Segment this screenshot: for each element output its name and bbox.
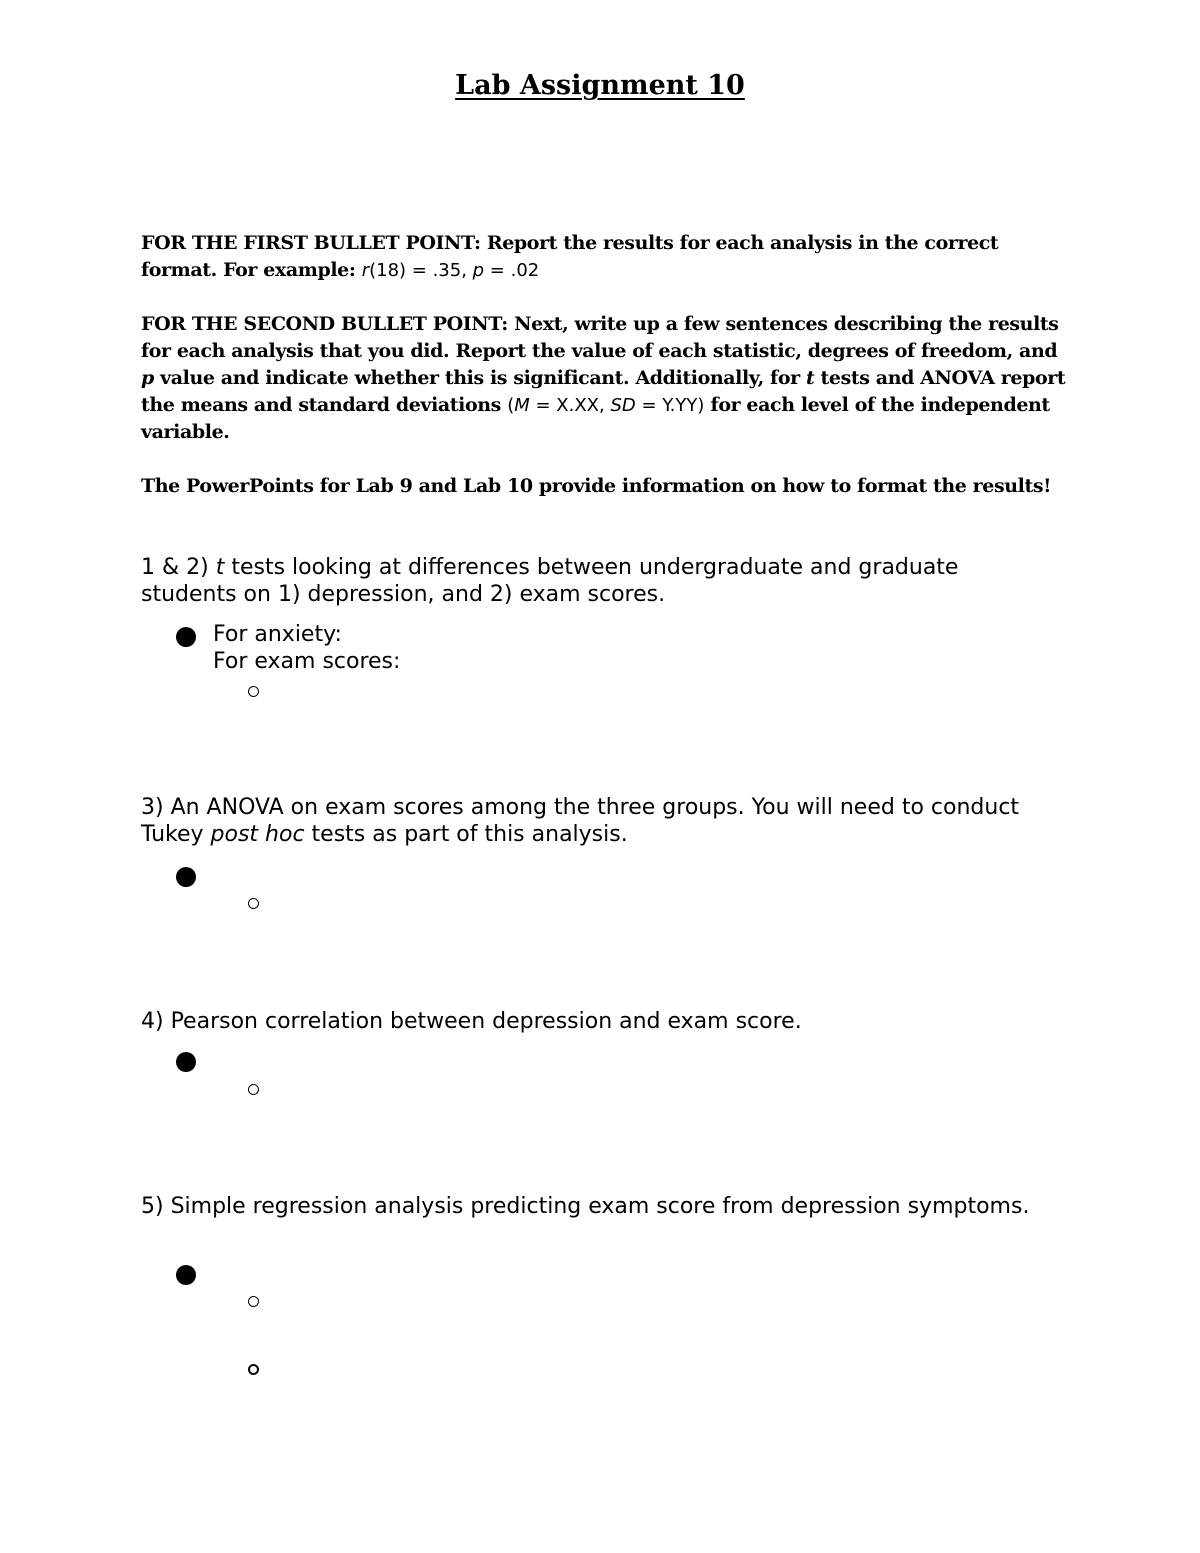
m-value: = X.XX, [529, 395, 611, 416]
powerpoint-note: The PowerPoints for Lab 9 and Lab 10 provide information on how to format the results! [141, 475, 1052, 497]
second-instruction-part2: value and indicate whether this is significant. Additionally, for [153, 367, 806, 389]
second-instruction-part3: tests and ANOVA report the means and standard deviations [141, 367, 1066, 416]
sd-symbol: SD [610, 395, 636, 416]
question-3-italic: post hoc [210, 822, 305, 847]
example-p: p [472, 260, 485, 281]
example-p-value: = .02 [484, 260, 540, 281]
sd-value: = Y.YY) [635, 395, 705, 416]
example-df: (18) = .35, [369, 260, 473, 281]
sub-bullet-circle [248, 898, 259, 909]
question-1-2 [141, 554, 1061, 608]
paren-open: ( [507, 395, 515, 416]
sub-bullet-circle [248, 686, 259, 697]
bullet-dot [176, 1265, 196, 1285]
first-instruction-text: FOR THE FIRST BULLET POINT: Report the results for each analysis in the correct format. For example: [141, 232, 999, 281]
bullet-dot [176, 1052, 196, 1072]
sub-bullet-circle [248, 1364, 259, 1375]
question-3 [141, 794, 1061, 848]
first-bullet-instructions [141, 230, 1076, 284]
p-symbol: p [141, 367, 154, 389]
page-title: Lab Assignment 10 [455, 70, 745, 101]
example-r: r [361, 260, 370, 281]
question-1-2-text: tests looking at differences between undergraduate and graduate students on 1) depression, and 2) exam scores. [141, 555, 959, 607]
second-instruction-part4: for each level of the independent variable. [141, 394, 1050, 443]
question-4: 4) Pearson correlation between depression and exam score. [141, 1009, 802, 1034]
bullet-anxiety: For anxiety: [213, 622, 342, 647]
bullet-dot [176, 867, 196, 887]
sub-bullet-circle [248, 1296, 259, 1307]
question-1-2-number: 1 & 2) [141, 555, 216, 580]
t-symbol: t [805, 367, 815, 389]
question-3-text-a: 3) An ANOVA on exam scores among the three groups. You will need to conduct Tukey [141, 795, 1020, 847]
question-5: 5) Simple regression analysis predicting exam score from depression symptoms. [141, 1194, 1030, 1219]
bullet-dot [176, 627, 196, 647]
m-symbol: M [514, 395, 530, 416]
second-bullet-instructions [141, 311, 1076, 446]
sub-bullet-circle [248, 1084, 259, 1095]
question-1-2-t: t [215, 555, 225, 580]
second-instruction-part1: FOR THE SECOND BULLET POINT: Next, write up a few sentences describing the results for each analysis that you did. Report the value of each statistic, degrees of freedom, and [141, 313, 1059, 362]
bullet-exam-scores: For exam scores: [213, 649, 401, 674]
question-3-text-b: tests as part of this analysis. [304, 822, 628, 847]
